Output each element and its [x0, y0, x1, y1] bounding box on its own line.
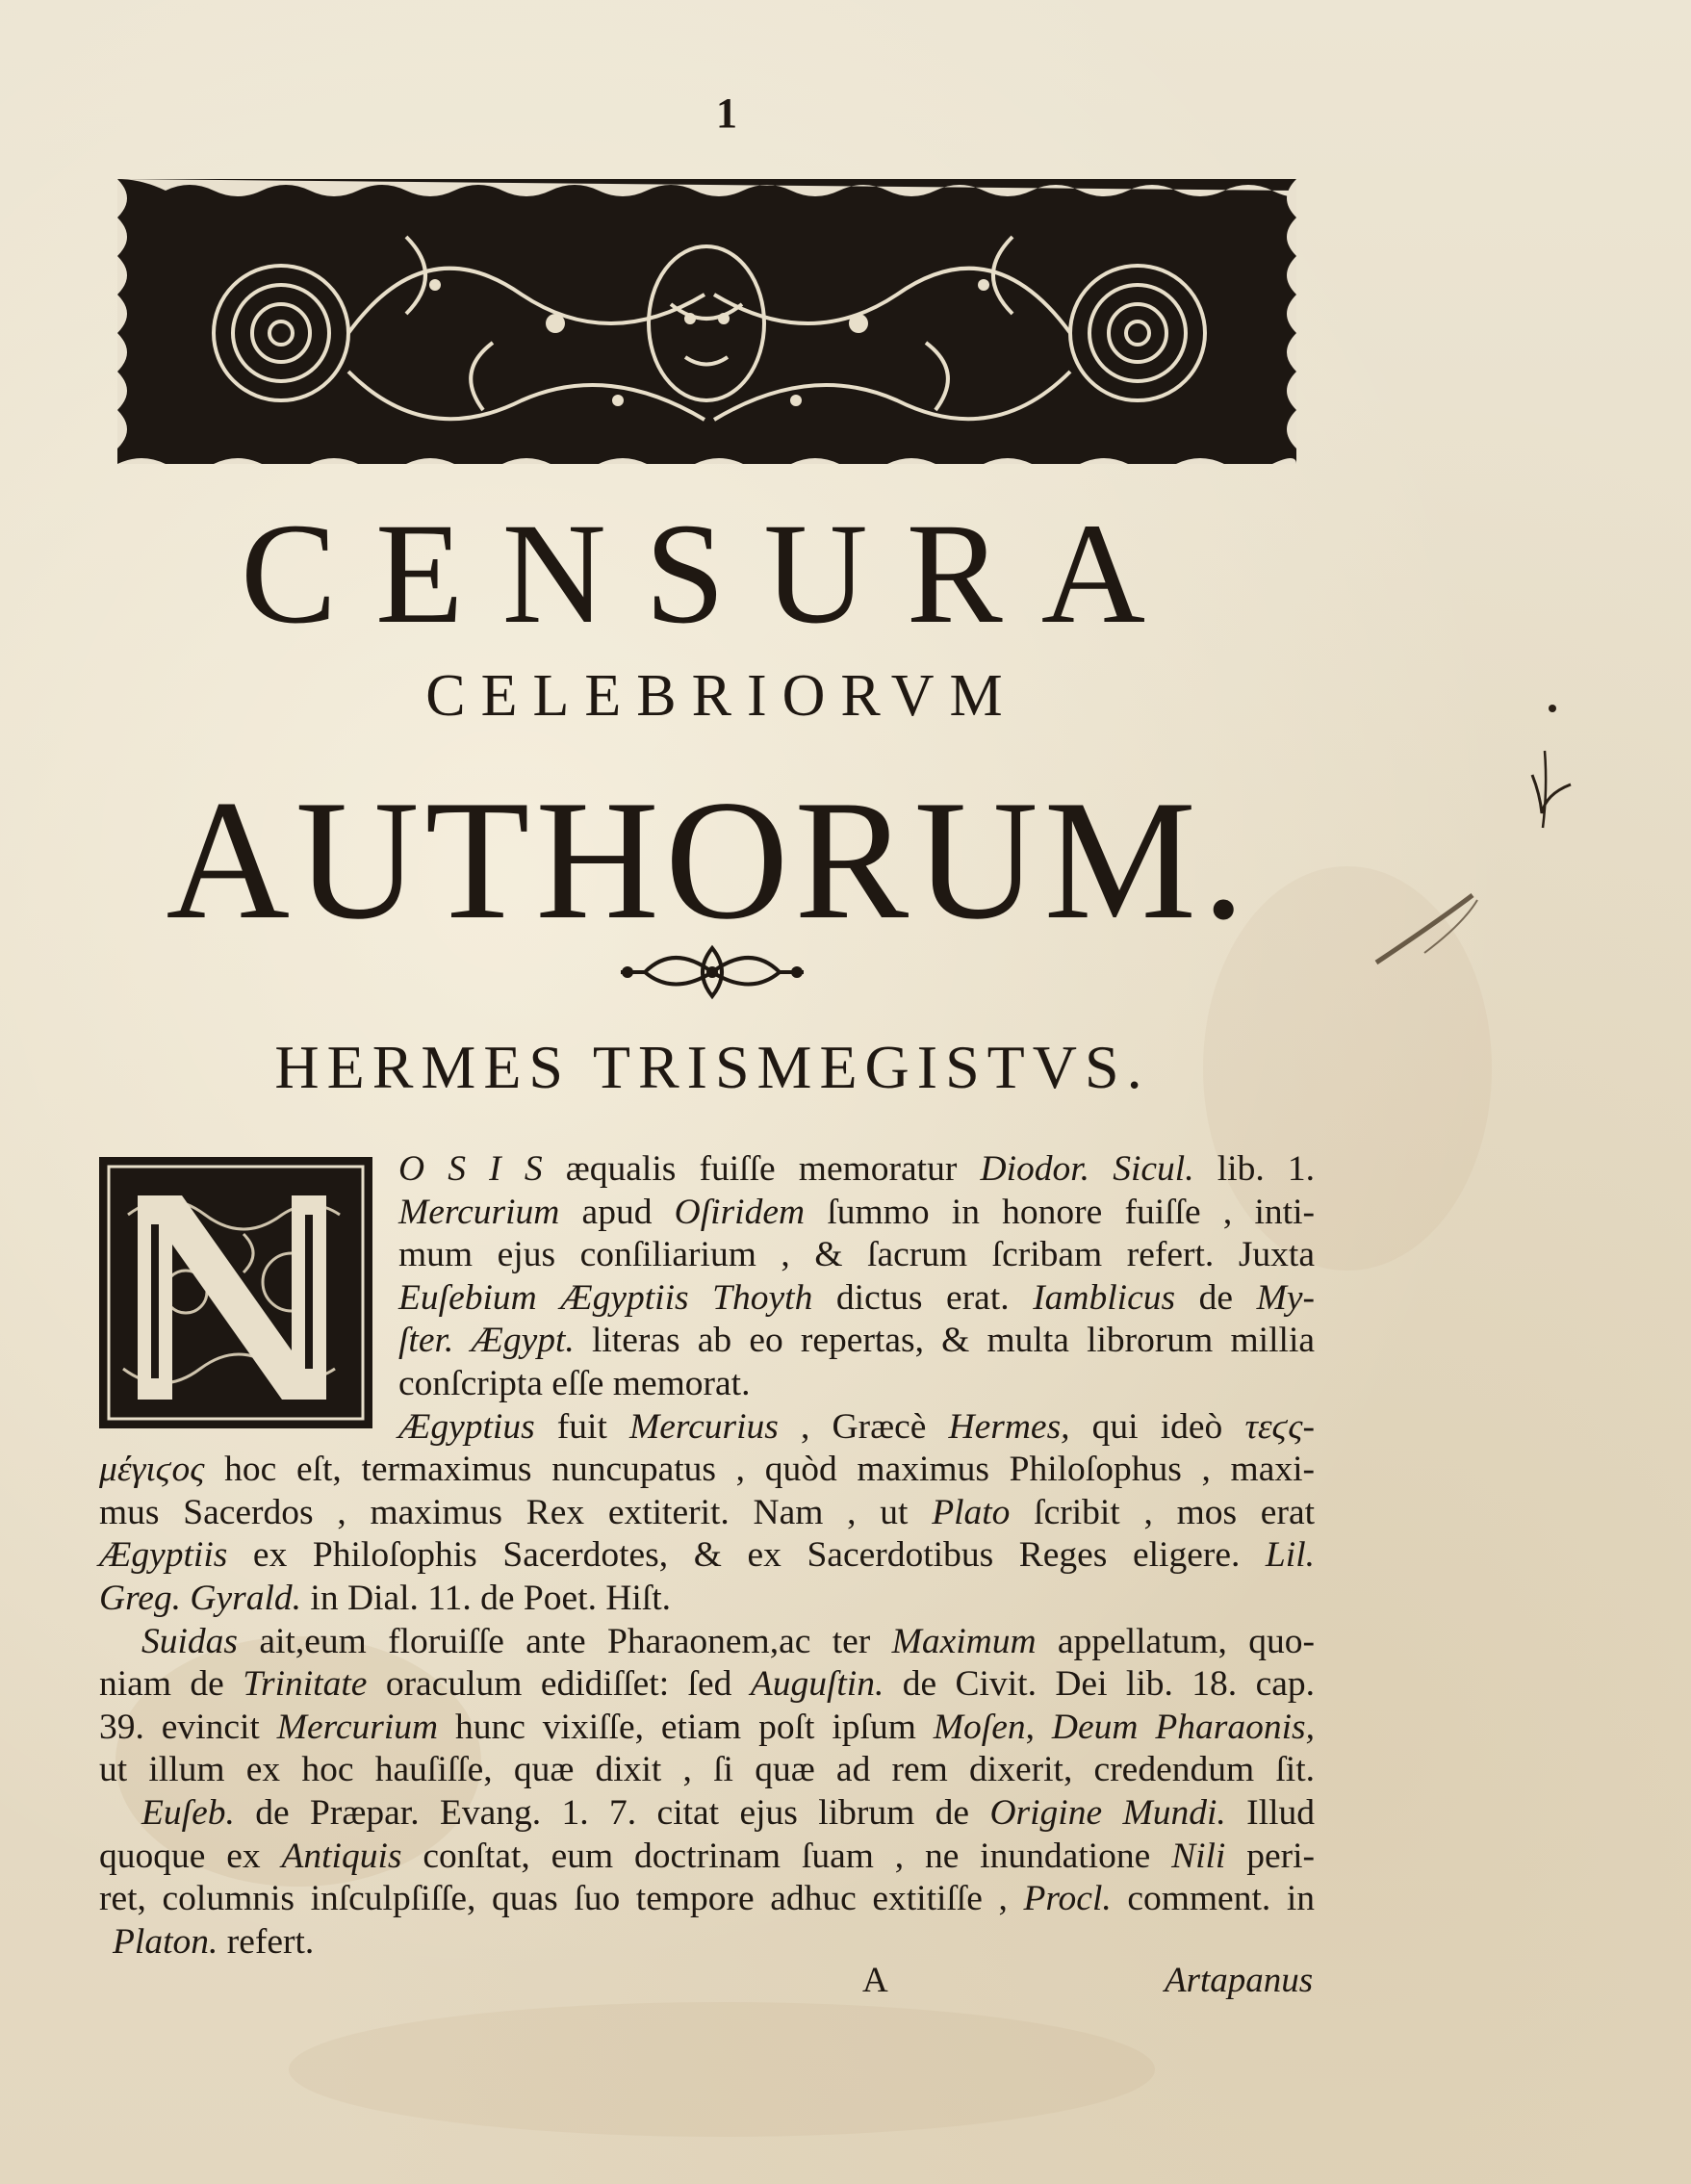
- italic-text: Nili: [1171, 1836, 1226, 1876]
- roman-text: appellatum, quo-: [1036, 1621, 1315, 1661]
- text-line: [99, 1878, 1315, 1921]
- roman-text: 39. evincit: [99, 1707, 277, 1747]
- italic-text: Lil.: [1265, 1535, 1315, 1576]
- roman-text: hunc vixiſſe, etiam poſt ipſum: [438, 1707, 934, 1747]
- decorated-initial-n: [99, 1157, 372, 1428]
- italic-text: Suidas: [141, 1621, 239, 1661]
- roman-text: ait,eum floruiſſe ante Pharaonem,ac ter: [238, 1621, 892, 1661]
- signature-mark: A: [862, 1961, 888, 2000]
- italic-text: Diodor. Sicul.: [980, 1149, 1194, 1189]
- text-line: [141, 1621, 1315, 1664]
- roman-text: ut illum ex hoc hauſiſſe, quæ dixit , ſi quæ ad rem dixerit, credendum ſit.: [99, 1750, 1315, 1790]
- text-line: [113, 1921, 314, 1965]
- text-line: [99, 1578, 671, 1621]
- roman-text: mus Sacerdos , maximus Rex extiterit. Nam , ut: [99, 1492, 933, 1532]
- italic-text: Mercurium: [276, 1707, 439, 1747]
- italic-text: τεϛς-: [1244, 1406, 1316, 1447]
- italic-text: Iamblicus: [1033, 1277, 1176, 1318]
- text-line: [398, 1277, 1315, 1321]
- italic-text: Ægyptiis: [99, 1535, 228, 1576]
- roman-text: ſummo in honore fuiſſe , inti-: [805, 1192, 1315, 1232]
- italic-text: μέγιϛος: [99, 1450, 205, 1490]
- italic-text: Plato: [932, 1492, 1011, 1532]
- text-line: [398, 1363, 750, 1406]
- roman-text: niam de: [99, 1664, 243, 1705]
- text-line: [141, 1792, 1315, 1836]
- roman-text: oraculum edidiſſet: ſed: [367, 1664, 751, 1705]
- roman-text: comment. in: [1111, 1879, 1315, 1919]
- text-line: [99, 1836, 1315, 1879]
- text-line: [398, 1192, 1315, 1235]
- italic-text: Deum Pharaonis,: [1051, 1707, 1315, 1747]
- section-heading: HERMES TRISMEGISTVS.: [274, 1033, 1150, 1101]
- catchword: Artapanus: [1165, 1961, 1314, 2000]
- italic-text: My-: [1256, 1277, 1315, 1318]
- italic-text: O S I S: [398, 1149, 543, 1189]
- roman-text: de Civit. Dei lib. 18. cap.: [884, 1664, 1315, 1705]
- text-line: [398, 1320, 1315, 1363]
- roman-text: , Græcè: [778, 1406, 949, 1447]
- text-line: [99, 1749, 1315, 1792]
- italic-text: Moſen: [933, 1707, 1026, 1747]
- roman-text: apud: [559, 1192, 675, 1232]
- text-line: [99, 1534, 1315, 1578]
- italic-text: Maximum: [891, 1621, 1037, 1661]
- title-line-3: AUTHORUM.: [166, 764, 1251, 955]
- italic-text: Trinitate: [243, 1664, 368, 1705]
- roman-text: ſcribit , mos erat: [1010, 1492, 1316, 1532]
- italic-text: Mercurium: [398, 1192, 560, 1232]
- roman-text: peri-: [1225, 1836, 1315, 1876]
- italic-text: Auguſtin.: [750, 1664, 884, 1705]
- italic-text: Mercurius: [629, 1406, 779, 1447]
- text-line: [398, 1148, 1315, 1192]
- italic-text: Hermes,: [948, 1406, 1070, 1447]
- italic-text: Platon.: [113, 1921, 218, 1962]
- roman-text: ,: [1025, 1707, 1052, 1747]
- italic-text: Origine Mundi.: [989, 1793, 1226, 1833]
- title-line-2: CELEBRIORVM: [425, 663, 1018, 729]
- text-line: [398, 1406, 1315, 1450]
- roman-text: hoc eſt, termaximus nuncupatus , quòd maximus Philoſophus , maxi-: [204, 1450, 1315, 1490]
- text-line: [99, 1663, 1315, 1707]
- woodcut-headpiece: [117, 179, 1296, 464]
- roman-text: ret, columnis inſculpſiſſe, quas ſuo tempore adhuc extitiſſe ,: [99, 1879, 1024, 1919]
- roman-text: quoque ex: [99, 1836, 282, 1876]
- italic-text: Greg. Gyrald.: [99, 1579, 302, 1618]
- text-line: [99, 1707, 1315, 1750]
- italic-text: Procl.: [1023, 1879, 1112, 1919]
- roman-text: lib. 1.: [1193, 1149, 1316, 1189]
- roman-text: conſcripta eſſe memorat.: [398, 1364, 751, 1403]
- text-line: [99, 1492, 1315, 1535]
- text-line: [398, 1234, 1315, 1277]
- italic-text: ſter. Ægypt.: [398, 1321, 575, 1361]
- roman-text: qui ideò: [1069, 1406, 1245, 1447]
- roman-text: æqualis fuiſſe memoratur: [542, 1149, 981, 1189]
- text-line: [99, 1449, 1315, 1492]
- italic-text: Oſiridem: [674, 1192, 806, 1232]
- roman-text: Illud: [1225, 1793, 1315, 1833]
- roman-text: in Dial. 11. de Poet. Hiſt.: [301, 1579, 672, 1618]
- roman-text: literas ab eo repertas, & multa librorum millia: [574, 1321, 1316, 1361]
- roman-text: de: [1175, 1277, 1257, 1318]
- paper-stain: [289, 2002, 1155, 2137]
- roman-text: ex Philoſophis Sacerdotes, & ex Sacerdotibus Reges eligere.: [227, 1535, 1266, 1576]
- roman-text: conſtat, eum doctrinam ſuam , ne inundatione: [401, 1836, 1172, 1876]
- title-line-1: CENSURA: [240, 494, 1185, 654]
- italic-text: Antiquis: [281, 1836, 402, 1876]
- roman-text: de Præpar. Evang. 1. 7. citat ejus librum de: [234, 1793, 990, 1833]
- roman-text: dictus erat.: [812, 1277, 1034, 1318]
- fleuron-ornament: [616, 938, 808, 1006]
- roman-text: fuit: [534, 1406, 630, 1447]
- roman-text: mum ejus conſiliarium , & ſacrum ſcribam refert. Juxta: [398, 1235, 1315, 1275]
- roman-text: refert.: [218, 1921, 315, 1962]
- page-number: 1: [716, 90, 737, 137]
- italic-text: Ægyptius: [398, 1406, 535, 1447]
- italic-text: Euſebium Ægyptiis Thoyth: [398, 1277, 813, 1318]
- italic-text: Euſeb.: [141, 1793, 235, 1833]
